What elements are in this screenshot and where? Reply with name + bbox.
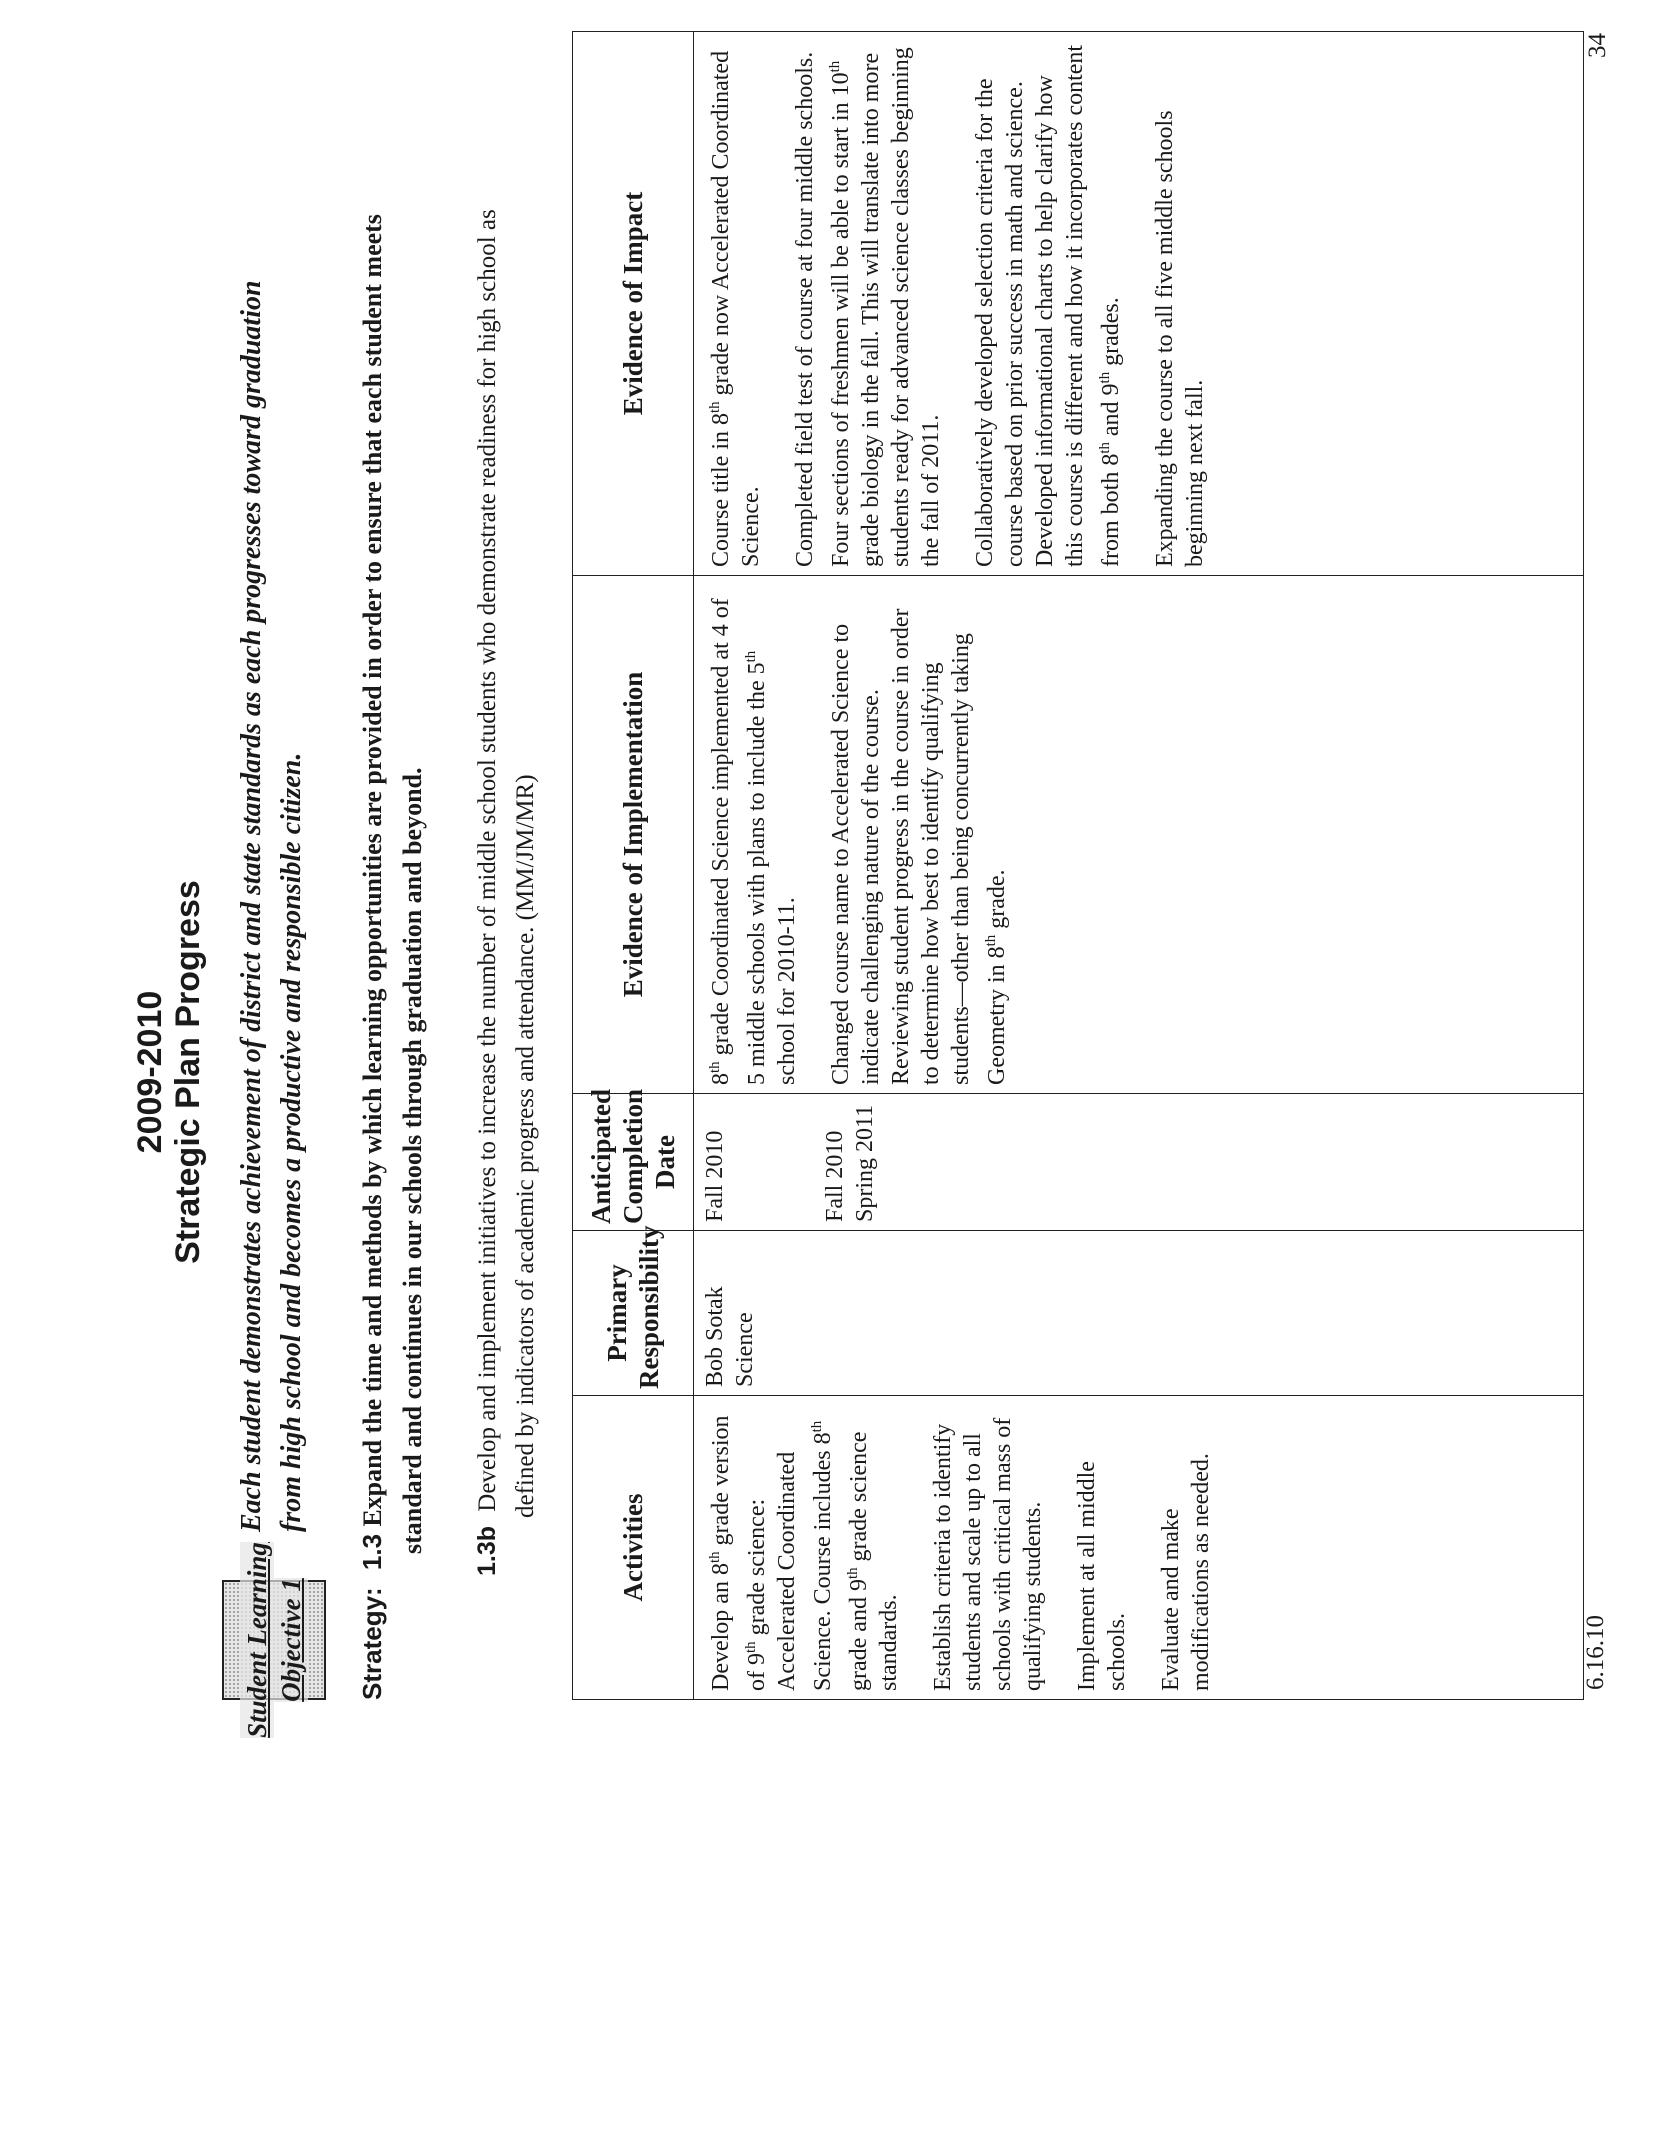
header-responsibility-line1: Primary <box>602 1264 632 1362</box>
strategy-label: Strategy: <box>357 1587 387 1700</box>
initiative-text-line1: Develop and implement initiatives to increase the number of middle school students who demonstrate readiness for high school as <box>474 209 501 1512</box>
implementation-item: Changed course name to Accelerated Science to indicate challenging nature of the course. Reviewing student progress in the course in order to determine how best to identify qualifying students—other than being concurrently taking Geometry in 8th grade. <box>828 608 1010 1085</box>
objective-label-box <box>222 1542 326 1738</box>
header-impact: Evidence of Impact <box>573 32 694 576</box>
footer-date: 6.16.10 <box>1582 1615 1609 1690</box>
activity-item: Establish criteria to identify students and scale up to all schools with critical mass of qualifying students. <box>930 1417 1046 1691</box>
table-row <box>694 32 1584 1700</box>
objective-label-line2: Objective 1 <box>276 1578 306 1702</box>
implementation-cell <box>694 576 1584 1094</box>
impact-item: Collaboratively developed selection criteria for the course based on prior success in math and science. <box>972 78 1028 567</box>
objective-statement-line1: Each student demonstrates achievement of district and state standards as each progresses toward graduation <box>236 280 267 1532</box>
objective-statement-line2: from high school and becomes a productive and responsible citizen. <box>276 752 307 1532</box>
strategy-text-line2: standard and continues in our schools through graduation and beyond. <box>398 767 427 1554</box>
page-number: 34 <box>1584 33 1611 58</box>
header-date-line2: Completion <box>618 1089 648 1224</box>
responsible-department: Science <box>732 1312 758 1387</box>
header-date-line1: Anticipated <box>586 1089 616 1224</box>
strategy-text-line1: Expand the time and methods by which learning opportunities are provided in order to ensure that each student meets <box>358 214 387 1527</box>
progress-table <box>572 31 1584 1700</box>
impact-item: Course title in 8th grade now Accelerated Coordinated Science. <box>707 50 764 567</box>
completion-date: Spring 2011 <box>852 1104 878 1222</box>
responsibility-cell <box>694 1231 1584 1396</box>
initiative-statement <box>468 36 545 1576</box>
completion-date: Fall 2010 <box>702 1130 728 1222</box>
strategy-number: 1.3 <box>357 1533 387 1571</box>
table-header-row <box>573 32 694 1700</box>
objective-label-line1: Student Learning <box>242 1542 272 1738</box>
report-year: 2009-2010 <box>131 990 169 1154</box>
header-date-line3: Date <box>650 1135 680 1189</box>
header-activities: Activities <box>573 1396 694 1700</box>
activity-item: Develop an 8th grade version of 9th grade science: Accelerated Coordinated Science. Course includes 8th grade and 9th grade science standards. <box>707 1415 902 1691</box>
impact-item: Developed informational charts to help clarify how this course is different and how it incorporates content from both 8th and 9th grades. <box>1032 44 1124 567</box>
header-responsibility-line2: Responsibility <box>634 1225 664 1389</box>
activity-item: Evaluate and make modifications as needed. <box>1158 1453 1214 1691</box>
header-implementation: Evidence of Implementation <box>573 576 694 1094</box>
impact-cell <box>694 32 1584 576</box>
activity-item: Implement at all middle schools. <box>1074 1461 1130 1691</box>
impact-item: Completed field test of course at four middle schools. Four sections of freshmen will be able to start in 10th grade biology in the fall. This will translate into more students ready for advanced science classes beginning the fall of 2011. <box>792 47 944 567</box>
responsible-person: Bob Sotak <box>702 1286 728 1387</box>
impact-item: Expanding the course to all five middle schools beginning next fall. <box>1152 110 1208 567</box>
completion-date: Fall 2010 <box>822 1130 848 1222</box>
header-responsibility <box>573 1225 694 1396</box>
header-completion-date <box>573 1089 694 1231</box>
strategy-statement <box>352 40 433 1700</box>
page-title: Strategic Plan Progress <box>169 880 207 1264</box>
initiative-text-line2: defined by indicators of academic progress and attendance. (MM/JM/MR) <box>512 774 539 1518</box>
activities-cell <box>694 1396 1584 1700</box>
objective-statement <box>232 52 312 1532</box>
implementation-item: 8th grade Coordinated Science implemented at 4 of 5 middle schools with plans to include the 5th school for 2010-11. <box>707 598 800 1085</box>
initiative-number: 1.3b <box>473 1525 501 1576</box>
completion-date-cell <box>694 1094 1584 1231</box>
